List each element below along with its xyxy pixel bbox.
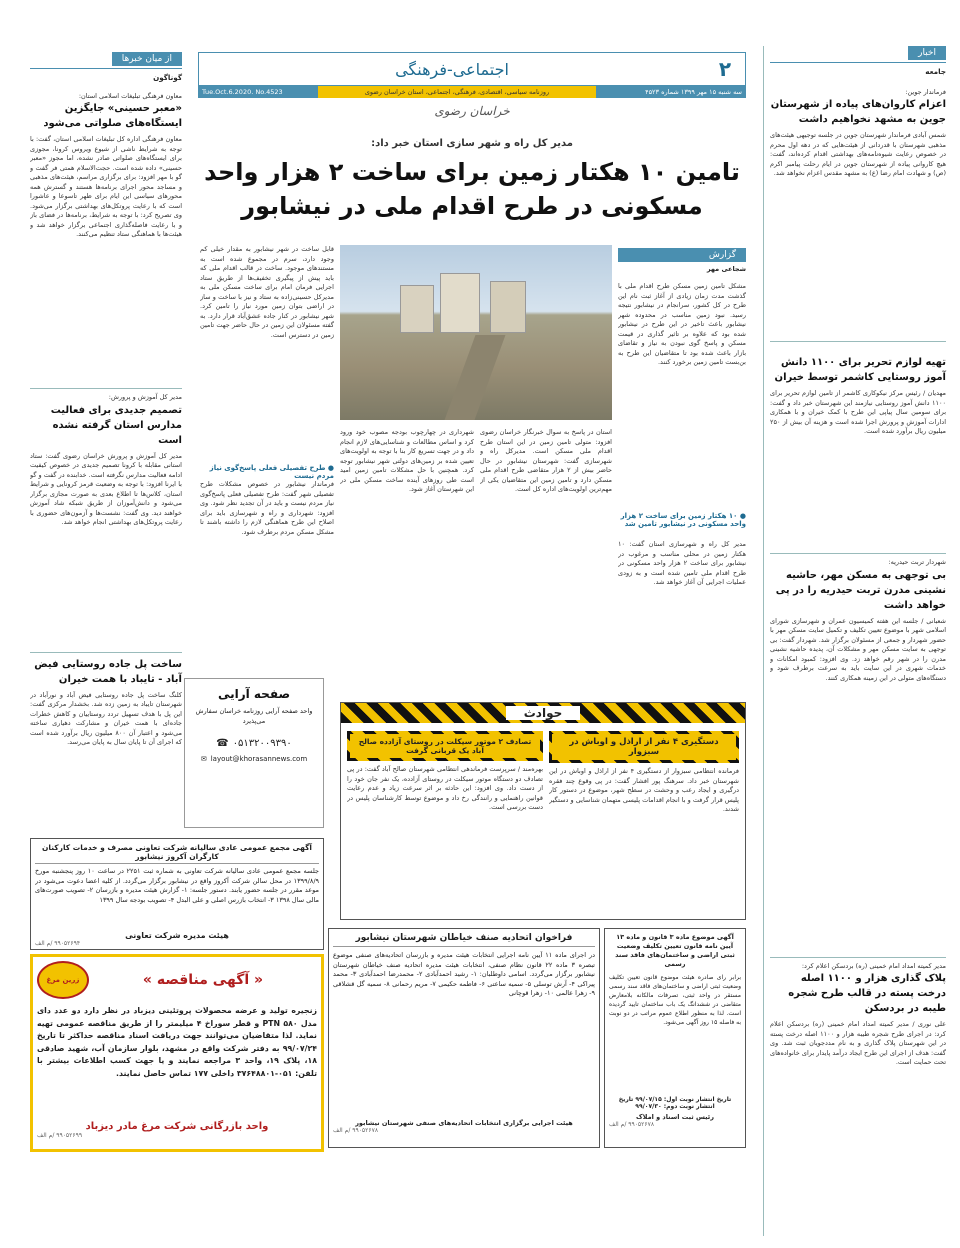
- notice-ad-body: برابر رای صادره هیئت موضوع قانون تعیین تکلیف وضعیت ثبتی اراضی و ساختمان‌های فاقد سند رسمی مستقر در واحد ثبتی، تصرفات مالکانه بلامعارض متقاضی در ششدانگ یک باب ساختمان تایید گردیده است. لذا به منظور اطلاع عموم مراتب در دو نوبت به فاصله ۱۵ روز آگهی می‌شود.: [609, 974, 741, 1026]
- right-title-3: بی توجهی به مسکن مهر، حاشیه نشینی مدرن تربت حیدریه را در پی خواهد داشت: [775, 569, 946, 611]
- layout-ad-email: [193, 755, 315, 763]
- accident-right: [549, 731, 739, 917]
- main-body-a: قابل ساخت در شهر نیشابور به مقدار خیلی کم وجود دارد، سرم در مجموع شده است به مستندهای موجود. ساخت در قالب اقدام ملی که باید پیش از پیگیری تخفیف‌ها از طریق ستاد اجرایی فرمان امام برای ساخت مسکن ملی به مدیرکل حسینی‌زاده به ستاد و نیز با ساخت و ساز در اراضی بتوان زمین مورد نیاز را تامین کرد. شهر نیشابور در کنار جاده عشق‌آباد قرار دارد. به گفته مسئولان این زمین در حال حاضر جهت تامین زمین در دسترس است.: [200, 245, 334, 339]
- main-body-b: شهرداری در چهارچوب بودجه مصوب خود ورود کرد و اساس مطالعات و شناسایی‌های لازم انجام داد و در جهت تسریع کار بنا با توجه به اولویت‌های تعیین شده بر زمین‌های دولتی شهر نیشابور توجه کرد. همچنین با حل مشکلات تامین زمین امید است طی روزهای آینده ساخت مسکن ملی در این شهرستان آغاز شود.: [340, 428, 474, 493]
- accidents-section: [340, 702, 746, 920]
- left-title-3: ساخت پل جاده روستایی فیض آباد - تایباد با همت خیران: [30, 652, 182, 687]
- right-title-4: پلاک گذاری هزار و ۱۱۰۰ اصله درخت پسته در قالب طرح شجره طیبه در بردسکن: [788, 973, 946, 1014]
- masthead: [198, 52, 746, 128]
- report-tag-box: [618, 248, 746, 275]
- main-story-header: [198, 138, 746, 223]
- accidents-header-stripe: [341, 703, 745, 723]
- bullet-icon: ●: [327, 464, 334, 472]
- notice-ad-title: آگهی موضوع ماده ۳ قانون و ماده ۱۳ آیین نامه قانون تعیین تکلیف وضعیت ثبتی اراضی و ساختمان‌های فاقد سند رسمی: [615, 933, 735, 968]
- accident-right-title: دستگیری ۴ نفر از اراذل و اوباش در سبزوار: [552, 734, 736, 760]
- column-rule: [763, 46, 764, 1236]
- accidents-header: حوادث: [506, 706, 581, 720]
- accident-left-stripe: [347, 731, 543, 761]
- union-ad-title: فراخوان اتحادیه صنف خیاطان شهرستان نیشابور: [333, 933, 595, 947]
- main-body-c: استان در پاسخ به سوال خبرنگار خراسان رضوی افزود: متولی تامین زمین در این استان طرح اقدام ملی مسکن است. مدیرکل راه و شهرسازی گفت: شهرستان نیشابور در حال حاضر بیش از ۲ هزار متقاضی طرح اقدام ملی مسکن دارد و تامین زمین این متقاضیان یکی از مهم‌ترین اولویت‌های اداره کل است.: [480, 428, 612, 493]
- accident-left-body: بهره‌مند / سرپرست فرماندهی انتظامی شهرستان صالح آباد گفت: در پی تصادف دو دستگاه موتور سیکلت در روستای آزادده، یک نفر جان خود را از دست داد. وی افزود: این حادثه بر اثر سرعت زیاد و عدم رعایت قوانین راهنمایی و رانندگی رخ داد و موضوع توسط کارشناسان پلیس در دست بررسی است.: [347, 765, 543, 811]
- layout-ad: [184, 678, 324, 828]
- phone-icon: ☎: [216, 738, 229, 749]
- accident-right-stripe: [549, 731, 739, 763]
- masthead-subtitle: روزنامه سیاسی، اقتصادی، فرهنگی، اجتماعی، استان خراسان رضوی: [318, 86, 596, 98]
- right-body-3: شعبانی / جلسه این هفته کمیسیون عمران و شهرسازی شورای اسلامی شهر با موضوع تعیین تکلیف و تکمیل سایت مسکن مهر با حضور شهردار و جمعی از مسئولان برگزار شد. شهردار گفت: بی توجهی به سایت مسکن مهر و مشکلات آن، پدیده حاشیه نشینی مدرن را در شهر رقم خواهد زد. وی افزود: کمبود امکانات و خدمات شهری در این سایت باید به سرعت برطرف شود و دستگاه‌های متولی در این زمینه همکاری کنند.: [770, 616, 946, 682]
- report-tag: گزارش: [618, 248, 746, 262]
- building-1: [400, 285, 434, 333]
- left-kicker-1: معاون فرهنگی تبلیغات اسلامی استان:: [78, 91, 182, 100]
- left-title-1: «معبر حسینی» جایگزین ایستگاه‌های صلواتی می‌شود: [43, 103, 182, 129]
- layout-ad-body: واحد صفحه آرایی روزنامه خراسان سفارش می‌پذیرد: [195, 707, 313, 725]
- right-byline: جامعه: [925, 67, 946, 76]
- main-title-2: مسکونی در طرح اقدام ملی در نیشابور: [241, 192, 703, 220]
- coop-ad-body: جلسه مجمع عمومی عادی سالیانه شرکت تعاونی به شماره ثبت ۲۲۵۱ در ساعت ۱۰ روز پنجشنبه مورخ ۱۳۹۹/۸/۹ در محل سالن شرکت آکروز واقع در نیشابور برگزار می‌گردد. از کلیه اعضا دعوت می‌شود در موعد مقرر در جلسه حضور یابند. دستور جلسه: ۱- گزارش هیئت مدیره و بازرسان ۲- تصویب صورت‌های مالی سال ۱۳۹۸ ۳- انتخاب بازرس اصلی و علی البدل ۴- تصویب بودجه سال ۱۳۹۹: [35, 867, 319, 904]
- main-body-e: فرماندار نیشابور در خصوص مشکلات طرح تفصیلی شهر گفت: طرح تفصیلی فعلی پاسخ‌گوی نیاز مردم نیست و باید در آن تجدید نظر شود. وی افزود: شهرداری و راه و شهرسازی باید برای اصلاح این طرح هماهنگی لازم را داشته باشند تا مشکل مسکن مردم برطرف شود.: [200, 480, 334, 536]
- union-ad-body: در اجرای ماده ۱۱ آیین نامه اجرایی انتخابات هیئت مدیره و بازرسان اتحادیه‌های صنفی موضوع تبصره ۳ ماده ۲۲ قانون نظام صنفی، انتخابات هیئت مدیره اتحادیه صنف خیاطان شهرستان نیشابور برگزار می‌گردد. اسامی داوطلبان: ۱- رشید احمدآبادی ۲- محمدرضا احمدآبادی ۳- محمد پیراکی ۴- آرش توسلی ۵- سمیه ساعتی ۶- فاطمه حکیمی ۷- مریم رحمانی ۸- سمیه گل قشلاقی ۹- زهرا عالمی ۱۰- زهرا قوچانی: [333, 951, 595, 997]
- tender-brand: زرین مرغ: [46, 976, 80, 984]
- layout-ad-email-text: layout@khorasannews.com: [210, 755, 308, 763]
- main-body-d: مدیر کل راه و شهرسازی استان گفت: ۱۰ هکتار زمین در محلی مناسب و مرغوب در نیشابور برای ساخت ۲ هزار واحد مسکونی در طرح اقدام ملی تامین شده است و به زودی عملیات اجرایی آن آغاز خواهد شد.: [618, 540, 746, 586]
- page-number: ۲: [718, 57, 732, 81]
- notice-ad-dates: تاریخ انتشار نوبت اول: ۹۹/۰۷/۱۵ تاریخ انتشار نوبت دوم: ۹۹/۰۷/۳۰: [618, 1096, 732, 1110]
- left-byline: گوناگون: [153, 73, 182, 82]
- coop-ad-code: ۹۹۰۵۲۶۹۴ /م الف: [35, 940, 81, 947]
- sub-heading-1: [618, 512, 746, 528]
- left-column: [30, 46, 182, 801]
- notice-ad: [604, 928, 746, 1148]
- right-title-2: تهیه لوازم تحریر برای ۱۱۰۰ دانش آموز روستایی کاشمر توسط خیران: [774, 357, 946, 383]
- main-photo: [340, 245, 612, 420]
- right-section-tag: اخبار: [908, 46, 946, 60]
- right-body-2: مهدیان / رئیس مرکز نیکوکاری کاشمر از تامین لوازم تحریر برای ۱۱۰۰ دانش آموز روستایی نیازمند این شهرستان خبر داد و گفت: برای سومین سال پیاپی این طرح با کمک خیران و با همکاری ادارات آموزش و پرورش اجرا شده است و هزینه آن بیش از ۲۵۰ میلیون ریال برآورد شده است.: [770, 389, 946, 435]
- date-fa: سه شنبه ۱۵ مهر ۱۳۹۹ شماره ۴۵۲۳: [596, 86, 746, 98]
- union-ad-sign: هیئت اجرایی برگزاری انتخابات اتحادیه‌های صنفی شهرستان نیشابور: [355, 1119, 573, 1127]
- tender-title: « آگهی مناقصه »: [142, 972, 264, 988]
- left-body-2: مدیر کل آموزش و پرورش خراسان رضوی گفت: ستاد استانی مقابله با کرونا تصمیم جدیدی در خصوص کیفیت ادامه فعالیت مدارس نگرفته است. خدابنده در گفت و گو با ایرنا افزود: با توجه به وضعیت قرمز کرونایی و شرایط استان، کلاس‌ها تا اطلاع بعدی به صورت مجازی برگزار می‌شود و دانش‌آموزان از طریق شبکه شاد آموزش خواهند دید. وی گفت: نشست‌ها و آزمون‌های حضوری با رعایت پروتکل‌های بهداشتی انجام خواهد شد.: [30, 451, 182, 526]
- date-en: Tue.Oct.6.2020. No.4523: [198, 86, 318, 98]
- accident-right-body: فرمانده انتظامی سبزوار از دستگیری ۴ نفر از اراذل و اوباش در این شهرستان خبر داد. سرهنگ پور افشار گفت: در پی وقوع چند فقره درگیری و ایجاد رعب و وحشت در سطح شهر، موضوع در دستور کار پلیس قرار گرفت و با انجام اقدامات پلیسی متهمان شناسایی و دستگیر شدند.: [549, 767, 739, 813]
- notice-ad-sign: رئیس ثبت اسناد و املاک: [636, 1113, 714, 1121]
- left-title-2: تصمیم جدیدی برای فعالیت مدارس استان گرفته نشده است: [50, 404, 182, 446]
- union-ad-code: ۹۹۰۵۲۶۷۸ /م الف: [333, 1127, 379, 1134]
- reporter: شجاعی مهر: [706, 265, 746, 273]
- sub-heading-2-text: طرح تفصیلی فعلی پاسخ‌گوی نیاز مردم نیست: [209, 464, 334, 480]
- sub-heading-2: [200, 464, 334, 480]
- accident-left: [347, 731, 543, 915]
- building-3: [490, 281, 526, 333]
- paper-logo: خراسان رضوی: [434, 104, 510, 118]
- bullet-icon: ●: [739, 512, 746, 520]
- notice-ad-code: ۹۹۰۵۲۶۷۸ /م الف: [609, 1121, 655, 1128]
- right-body-4: علی نوری / مدیر کمیته امداد امام خمینی (ره) بردسکن اعلام کرد: در اجرای طرح شجره طیبه هزار و ۱۱۰۰ اصله درخت پسته در این شهرستان پلاک گذاری و به نام مددجویان ثبت شد. وی گفت: هدف از اجرای این طرح ایجاد درآمد پایدار برای خانواده‌های تحت حمایت است.: [770, 1020, 946, 1066]
- left-kicker-2: مدیر کل آموزش و پرورش:: [30, 388, 182, 403]
- divider: [770, 341, 946, 342]
- tender-body: زنجیره تولید و عرضه محصولات پروتئینی دیزباد در نظر دارد دو عدد دای مدل ۵۸۰ PTN و قطر سوراخ ۴ میلیمتر را از طریق مناقصه عمومی تهیه نماید. لذا متقاضیان می‌توانند جهت دریافت اسناد مناقصه حداکثر تا تاریخ ۹۹/۰۷/۲۴ به دفتر شرکت واقع در مشهد، بلوار سازمان آب، شهید صادقی ۱۸، پلاک ۱۹، واحد ۳ مراجعه نمایند و یا جهت کسب اطلاعات بیشتر با تلفن: ۰۵۱-۳۷۶۴۸۸۰۱ داخلی ۱۷۷ تماس حاصل نمایند.: [37, 1006, 317, 1078]
- section-title: اجتماعی-فرهنگی: [395, 59, 509, 79]
- tender-code: ۹۹۰۵۲۶۹۹ /م الف: [37, 1132, 83, 1139]
- accident-left-title: تصادف ۲ موتور سیکلت در روستای آزادده صالح آباد یک قربانی گرفت: [350, 734, 540, 758]
- road: [445, 335, 506, 420]
- left-body-3: کلنگ ساخت پل جاده روستایی فیض آباد و نورآباد در شهرستان تایباد به زمین زده شد. بخشدار مرکزی گفت: این پل با هدف تسهیل تردد روستاییان و کاهش خطرات جاده‌ای با همت خیران و مشارکت دهیاری ساخته می‌شود و اعتبار آن ۸۰۰ میلیون ریال برآورد شده است که اجرای آن تا پایان سال به پایان می‌رسد.: [30, 690, 182, 746]
- tender-logo: [37, 961, 89, 999]
- tender-ad: [30, 954, 324, 1152]
- right-kicker-4: مدیر کمیته امداد امام خمینی (ره) بردسکن اعلام کرد:: [770, 957, 946, 972]
- layout-ad-phone-number: ۰۵۱۳۲۰۰۹۳۹۰: [232, 738, 292, 749]
- left-body-1: معاون فرهنگی اداره کل تبلیغات اسلامی استان، گفت: با توجه به شرایط ناشی از شیوع ویروس کرونا، مجوزی برای ایستگاه‌های صلواتی صادر نشده، اما مجوز «معبر حسینی» داده شده است. حجت‌الاسلام همتی فر گفت و گو با مهر افزود: برای برگزاری مراسم، هیئت‌های مذهبی و مساجد محور اجرای برنامه‌ها هستند و گسترش همه محورهای سیاسی این ایام برای ظهر تاسوعا و عاشورا است که با رعایت پروتکل‌های بهداشتی برگزار می‌شود. وی تصریح کرد: با توجه به شرایط، برنامه‌ها در فضای باز و با رعایت فاصله‌گذاری اجتماعی برگزار خواهد شد و هیئت‌ها با هماهنگی ستاد تنظیم می‌کنند.: [30, 135, 182, 238]
- main-title-1: تامین ۱۰ هکتار زمین برای ساخت ۲ هزار واحد: [204, 158, 740, 186]
- coop-ad-title: آگهی مجمع عمومی عادی سالیانه شرکت تعاونی مصرف و خدمات کارکنان کارگران آکروز نیشابور: [35, 843, 319, 864]
- right-body-1: شمس آبادی فرماندار شهرستان جوین در جلسه توجیهی هیئت‌های مذهبی شهرستان با قدردانی از هیئت‌هایی که در دهه اول محرم در خصوص رعایت شیوه‌نامه‌های بهداشتی اقدام کرده‌اند، گفت: هیچ کاروانی پیاده از شهرستان جوین در ایام رحلت پیامبر اکرم (ص) و شهادت امام رضا (ع) به مشهد مقدس اعزام نخواهد شد.: [770, 131, 946, 177]
- tender-sign: واحد بازرگانی شرکت مرغ مادر دیزباد: [85, 1121, 269, 1132]
- coop-ad-sign: هیئت مدیره شرکت تعاونی: [125, 931, 229, 940]
- left-section-tag: از میان خبرها: [112, 52, 182, 66]
- right-kicker-1: فرماندار جوین:: [905, 87, 946, 96]
- email-icon: ✉: [200, 755, 207, 763]
- layout-ad-phone: [193, 738, 315, 749]
- main-intro: مشکل تامین زمین مسکن طرح اقدام ملی با گذشت مدت زمان زیادی از آغاز ثبت نام این طرح در کل کشور، سرانجام در نیشابور نتیجه رسید. نبود زمین مناسب در محدوده شهر نیشابور باعث تاخیر در این طرح در نیشابور شده بود که علاوه بر تاثیر گذاری در قیمت مسکن و پاسخ گوی نبودن به نیاز و تقاضای بازار باعث شده بود تا متقاضیان این طرح به بن‌بست تامین زمین برخورد کنند.: [618, 282, 746, 366]
- right-column: [770, 46, 946, 1170]
- union-ad: [328, 928, 600, 1148]
- right-kicker-3: شهردار تربت حیدریه:: [770, 553, 946, 568]
- right-title-1: اعزام کاروان‌های پیاده از شهرستان جوین به مشهد نخواهیم داشت: [770, 99, 946, 125]
- building-2: [440, 273, 480, 333]
- layout-ad-title: صفحه آرایی: [217, 687, 291, 701]
- main-kicker: مدیر کل راه و شهر سازی استان خبر داد:: [371, 138, 573, 149]
- sub-heading-1-text: ۱۰ هکتار زمین برای ساخت ۲ هزار واحد مسکونی در نیشابور تامین شد: [620, 512, 746, 528]
- coop-ad: [30, 838, 324, 950]
